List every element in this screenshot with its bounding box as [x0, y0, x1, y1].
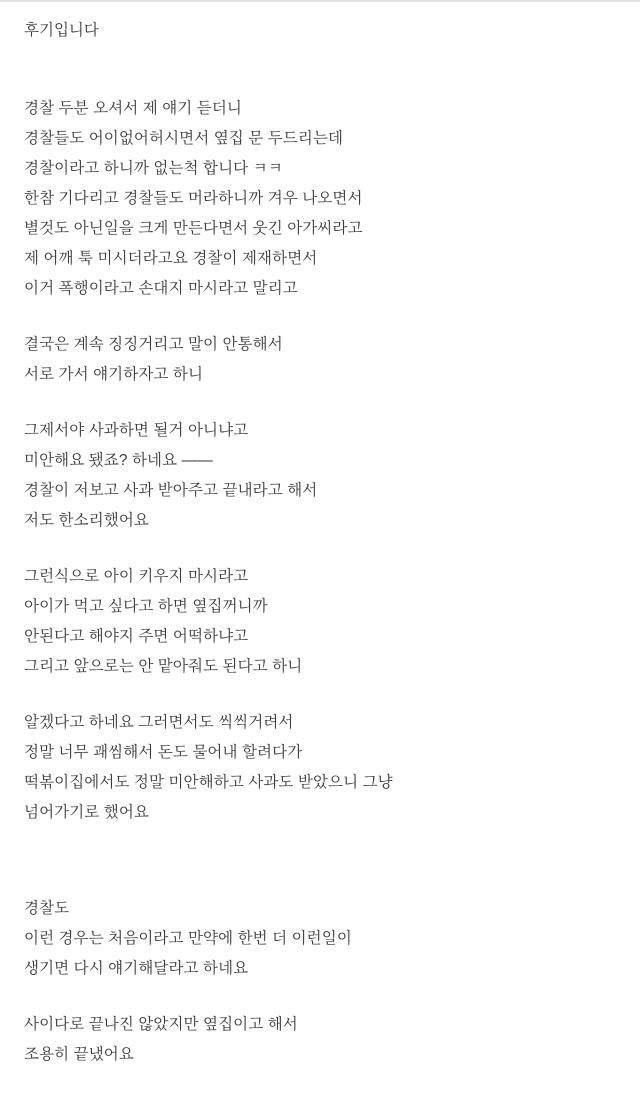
top-divider [0, 0, 640, 2]
document-title-block [24, 16, 616, 46]
text-line: 서로 가서 얘기하자고 하니 [24, 366, 204, 383]
text-line: 알겠다고 하네요 그러면서도 씩씩거려서 [24, 714, 294, 731]
paragraph-4 [24, 562, 616, 682]
text-line: 생기면 다시 얘기해달라고 하네요 [24, 960, 249, 977]
title-spacer [24, 72, 616, 94]
text-line: 안된다고 해야지 주면 어떡하냐고 [24, 628, 249, 645]
page-title: 후기입니다 [24, 22, 99, 39]
text-line: 경찰 두분 오셔서 제 얘기 듣더니 [24, 100, 242, 117]
text-line: 경찰들도 어이없어허시면서 옆집 문 두드리는데 [24, 130, 344, 147]
paragraph-1 [24, 94, 616, 304]
text-line: 결국은 계속 징징거리고 말이 안통해서 [24, 336, 283, 353]
text-line: 넘어가기로 했어요 [24, 804, 149, 821]
text-line: 미안해요 됐죠? 하네요 —— [24, 452, 213, 469]
paragraph-7 [24, 1010, 616, 1070]
text-line: 그런식으로 아이 키우지 마시라고 [24, 568, 249, 585]
text-line: 사이다로 끝나진 않았지만 옆집이고 해서 [24, 1016, 298, 1033]
text-line: 떡볶이집에서도 정말 미안해하고 사과도 받았으니 그냥 [24, 774, 393, 791]
text-line: 그제서야 사과하면 될거 아니냐고 [24, 422, 249, 439]
text-line: 별것도 아닌일을 크게 만든다면서 웃긴 아가씨라고 [24, 220, 363, 237]
text-line: 경찰이 저보고 사과 받아주고 끝내라고 해서 [24, 482, 318, 499]
text-line: 이런 경우는 처음이라고 만약에 한번 더 이런일이 [24, 930, 352, 947]
text-line: 한참 기다리고 경찰들도 머라하니까 겨우 나오면서 [24, 190, 363, 207]
text-line: 경찰이라고 하니까 없는척 합니다 ㅋㅋ [24, 160, 283, 177]
paragraph-6 [24, 894, 616, 984]
paragraph-3 [24, 416, 616, 536]
text-line: 저도 한소리했어요 [24, 512, 149, 529]
text-line: 정말 너무 괘씸해서 돈도 물어내 할려다가 [24, 744, 303, 761]
text-line: 조용히 끝냈어요 [24, 1046, 134, 1063]
text-line: 경찰도 [24, 900, 70, 917]
text-line: 아이가 먹고 싶다고 하면 옆집꺼니까 [24, 598, 268, 615]
paragraph-5 [24, 708, 616, 828]
paragraph-2 [24, 330, 616, 390]
text-line: 이거 폭행이라고 손대지 마시라고 말리고 [24, 280, 298, 297]
text-line: 제 어깨 툭 미시더라고요 경찰이 제재하면서 [24, 250, 318, 267]
text-line: 그리고 앞으로는 안 맡아줘도 된다고 하니 [24, 658, 303, 675]
document-body [24, 16, 616, 1096]
